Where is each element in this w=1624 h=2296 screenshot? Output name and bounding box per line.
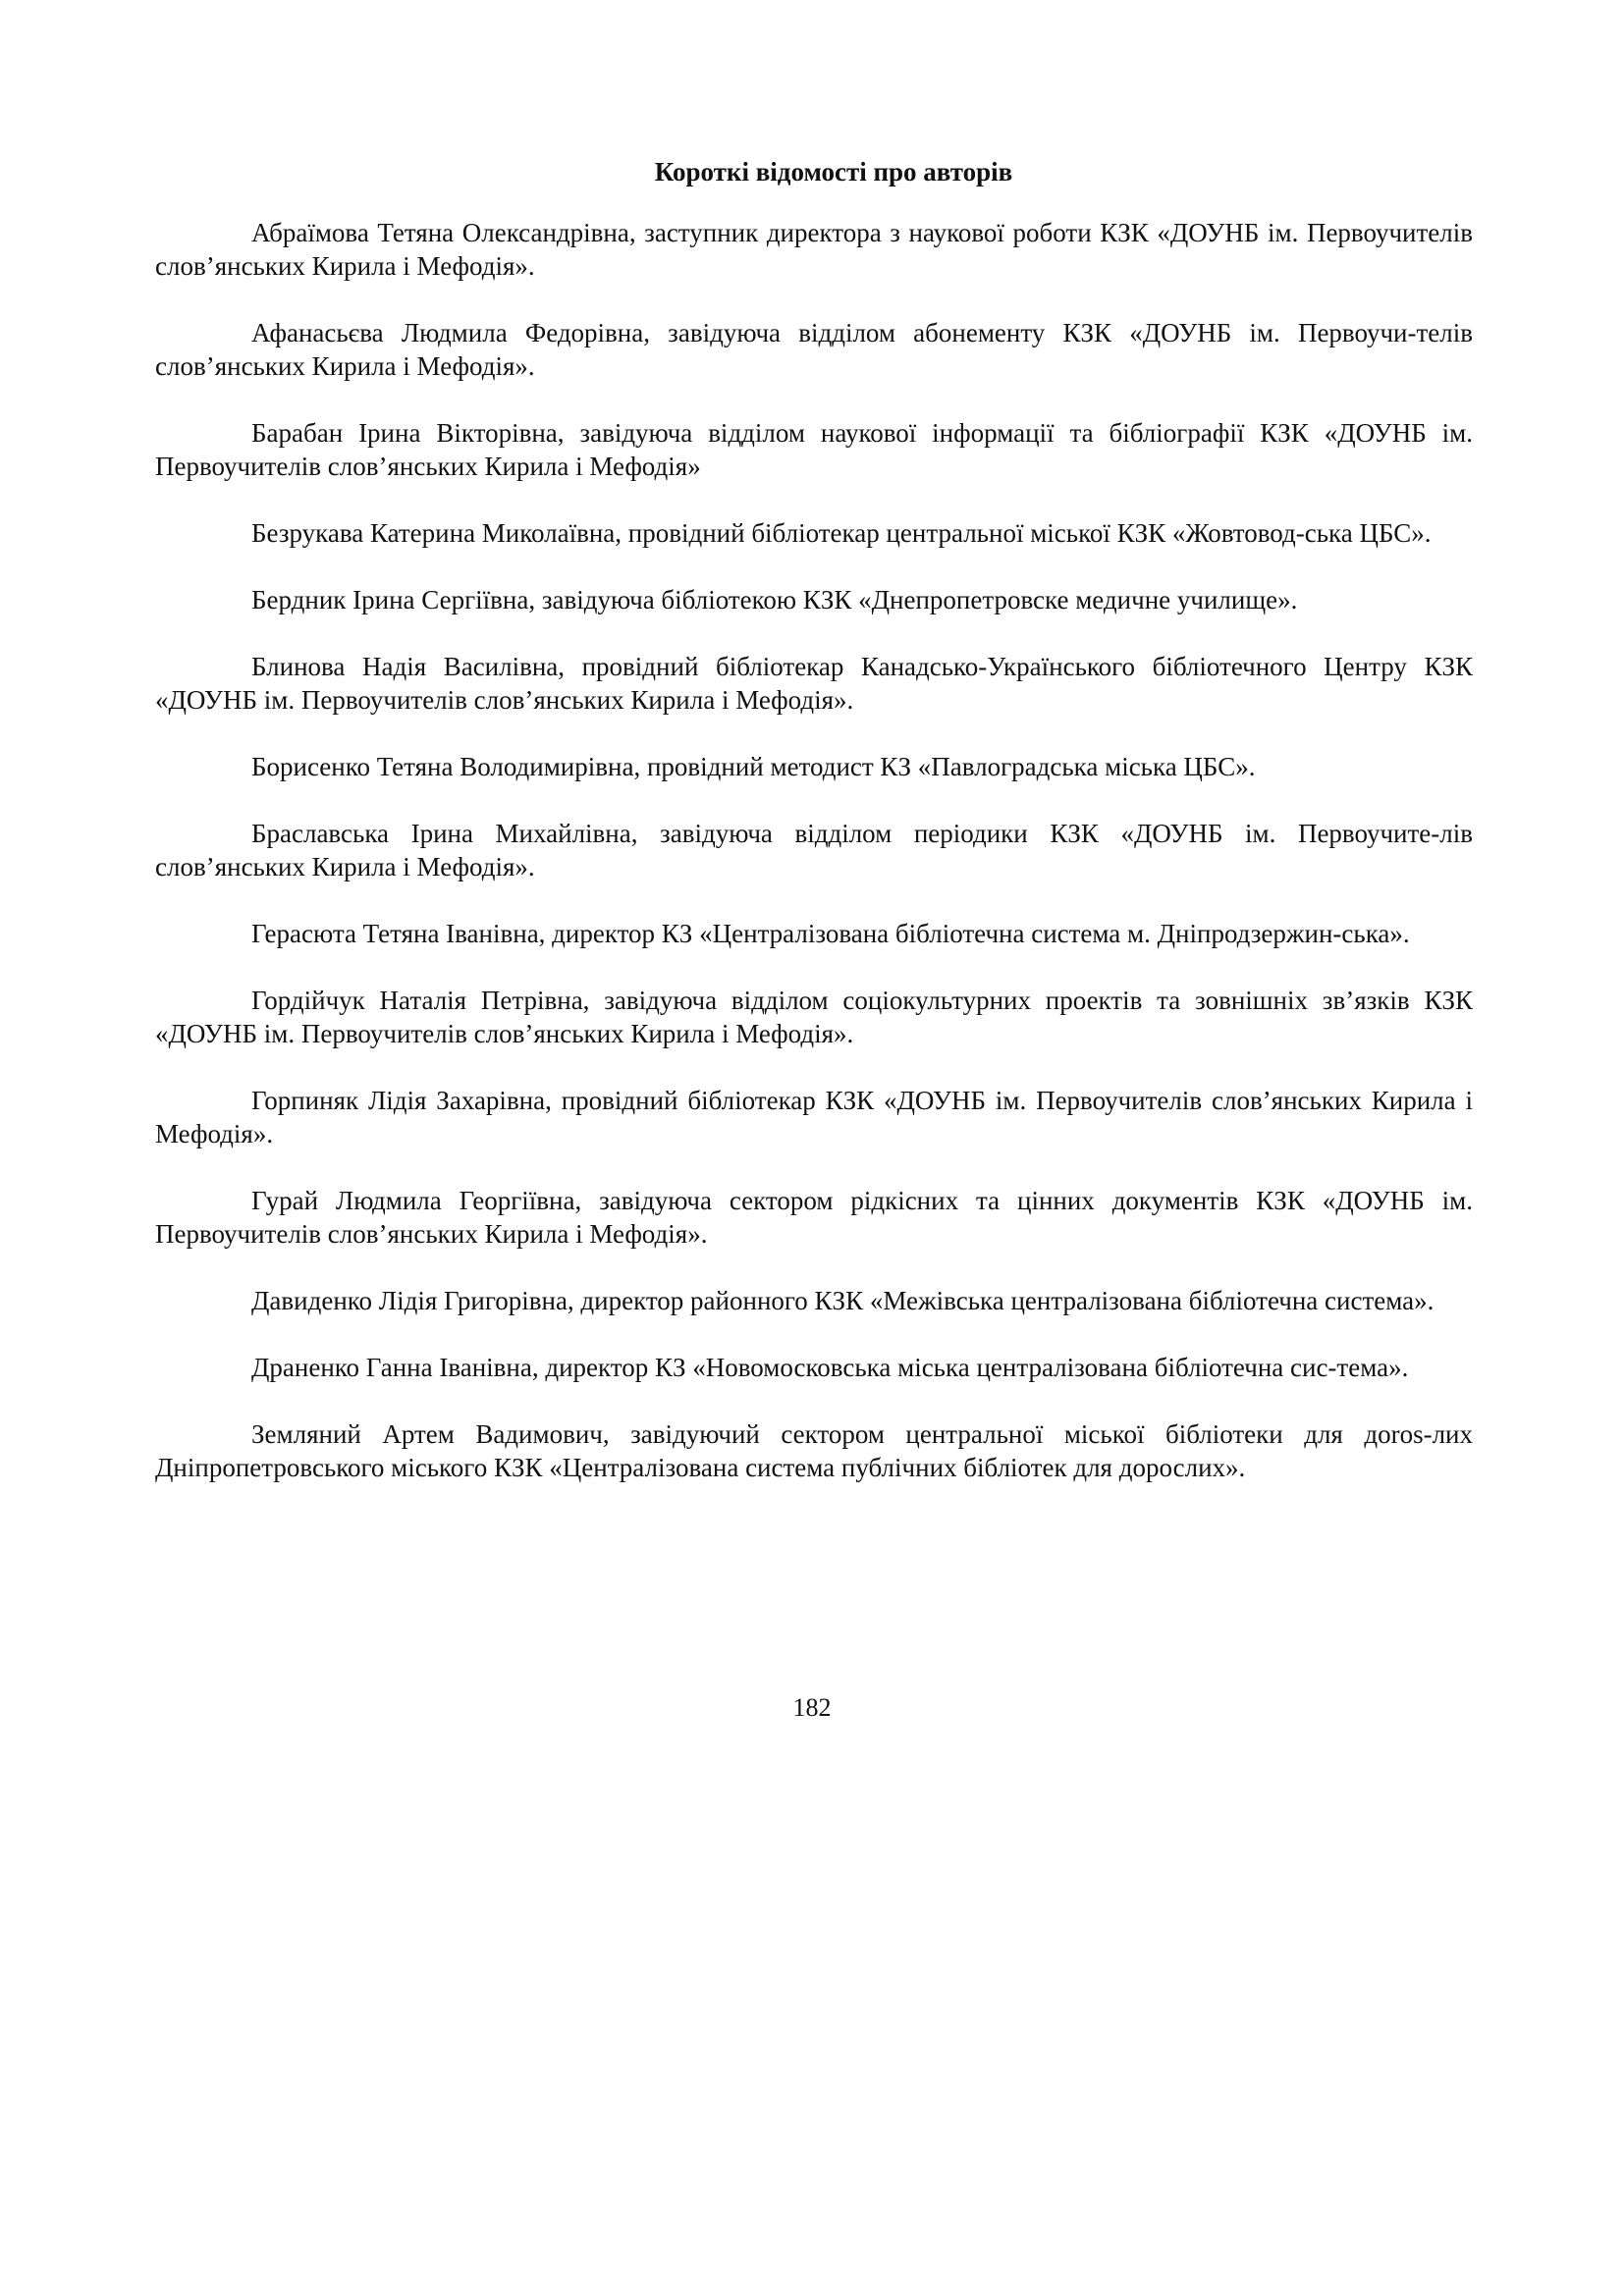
author-entry: Гордійчук Наталія Петрівна, завідуюча відділом соціокультурних проектів та зовнішніх зв’язків КЗК «ДОУНБ ім. Первоучителів слов’янських Кирила і Мефодія». bbox=[155, 986, 1473, 1048]
author-entry: Браславська Ірина Михайлівна, завідуюча відділом періодики КЗК «ДОУНБ ім. Первоучите-лів слов’янських Кирила і Мефодія». bbox=[155, 819, 1473, 881]
author-entry: Драненко Ганна Іванівна, директор КЗ «Новомосковська міська централізована бібліотечна сис-тема». bbox=[251, 1353, 1409, 1382]
author-entry: Горпиняк Лідія Захарівна, провідний бібліотекар КЗК «ДОУНБ ім. Первоучителів слов’янських Кирила і Мефодія». bbox=[155, 1086, 1473, 1148]
page-title: Короткі відомості про авторів bbox=[654, 157, 1013, 187]
author-entry: Борисенко Тетяна Володимирівна, провідний методист КЗ «Павлоградська міська ЦБС». bbox=[251, 752, 1256, 781]
page-content bbox=[155, 155, 1473, 1518]
author-entry: Блинова Надія Василівна, провідний бібліотекар Канадсько-Українського бібліотечного Центру КЗК «ДОУНБ ім. Первоучителів слов’янських Кирила і Мефодія». bbox=[155, 652, 1473, 715]
author-entry: Безрукава Катерина Миколаївна, провідний бібліотекар центральної міської КЗК «Жовтовод-ська ЦБС». bbox=[251, 518, 1432, 548]
page-number: 182 bbox=[792, 1693, 832, 1722]
author-entry: Земляний Артем Вадимович, завідуючий сектором центральної міської бібліотеки для доros-лих Дніпропетровського міського КЗК «Централізована система публічних бібліотек для дорослих». bbox=[155, 1419, 1473, 1482]
author-entry: Абраїмова Тетяна Олександрівна, заступник директора з наукової роботи КЗК «ДОУНБ ім. Первоучителів слов’янських Кирила і Мефодія». bbox=[155, 218, 1473, 281]
author-entry: Герасюта Тетяна Іванівна, директор КЗ «Централізована бібліотечна система м. Дніпродзержин-ська». bbox=[251, 919, 1410, 948]
author-entry: Давиденко Лідія Григорівна, директор районного КЗК «Межівська централізована бібліотечна система». bbox=[251, 1286, 1435, 1315]
author-entry: Барабан Ірина Вікторівна, завідуюча відділом наукової інформації та бібліографії КЗК «ДОУНБ ім. Первоучителів слов’янських Кирила і Мефодія» bbox=[155, 418, 1473, 481]
author-entry: Афанасьєва Людмила Федорівна, завідуюча відділом абонементу КЗК «ДОУНБ ім. Первоучи-телів слов’янських Кирила і Мефодія». bbox=[155, 318, 1473, 381]
author-entry: Бердник Ірина Сергіївна, завідуюча бібліотекою КЗК «Днепропетровске медичне училище». bbox=[251, 585, 1298, 614]
author-entry: Гурай Людмила Георгіївна, завідуюча сектором рідкісних та цінних документів КЗК «ДОУНБ ім. Первоучителів слов’янських Кирила і Мефодія». bbox=[155, 1186, 1473, 1249]
